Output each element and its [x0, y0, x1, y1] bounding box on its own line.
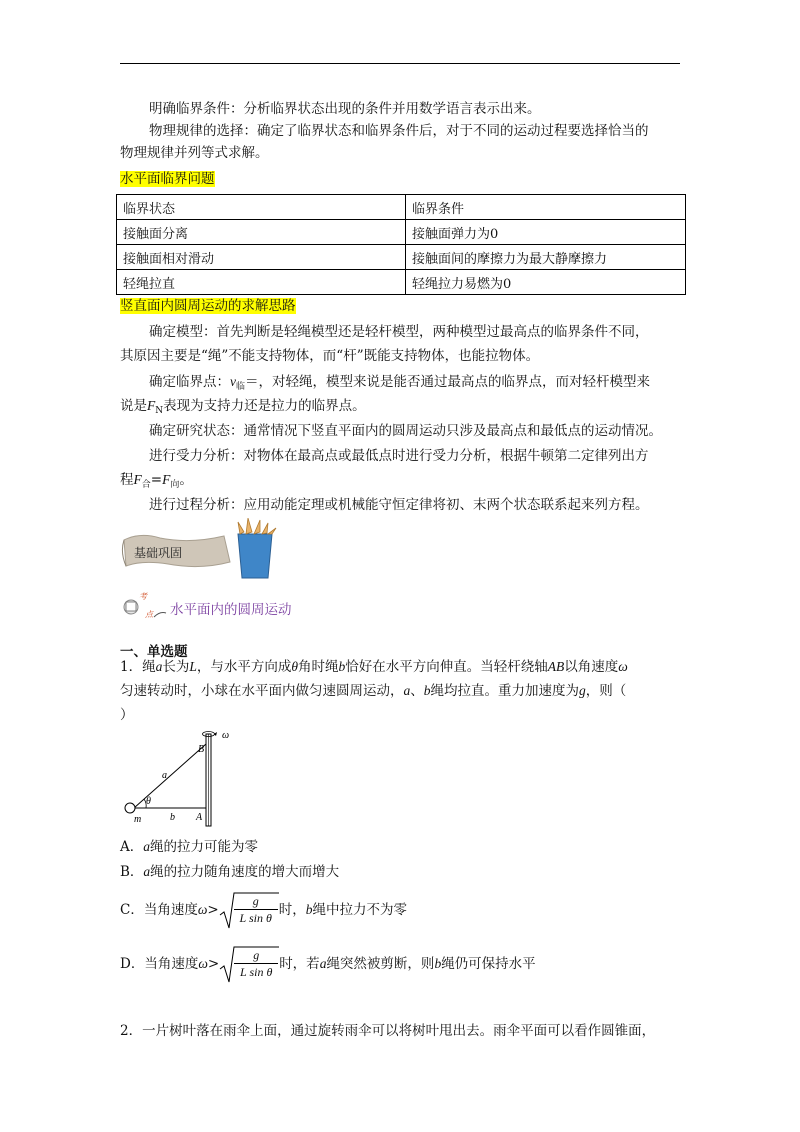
option-label: D．当角速度 — [120, 956, 199, 972]
text-run: 以角速度 — [564, 659, 619, 675]
vertical-p2-line-1 — [149, 372, 650, 397]
rope-a — [134, 744, 206, 808]
vertical-heading-text: 竖直面内圆周运动的求解思路 — [120, 298, 296, 314]
text-run: 表现为支持力还是拉力的临界点。 — [163, 398, 366, 414]
table-cell: 轻绳拉直 — [117, 270, 406, 295]
var-g: g — [253, 947, 260, 962]
text-run: 角时绳 — [298, 659, 339, 675]
var: a — [143, 864, 151, 879]
vertical-p4-line-1: 进行受力分析：对物体在最高点或最低点时进行受力分析，根据牛顿第二定律列出方 — [149, 448, 649, 464]
label-omega: ω — [222, 730, 230, 741]
test-point-icon — [120, 587, 168, 623]
vertical-p2-line-2 — [120, 396, 366, 421]
text-run: ＝，对轻绳，模型来说是能否通过最高点的临界点，而对轻杆模型来 — [245, 374, 651, 390]
var: a — [403, 683, 411, 698]
badge-paper — [126, 602, 136, 611]
pen-stroke — [154, 613, 166, 618]
banner-text: 基础巩固 — [134, 546, 183, 560]
q1-line-2 — [120, 681, 626, 701]
option-text: 绳的拉力随角速度的增大而增大 — [150, 864, 340, 880]
text-run: 时，若 — [279, 956, 320, 972]
var: b — [305, 902, 313, 917]
text-run: 说是 — [120, 398, 147, 414]
option-label: A． — [120, 839, 144, 855]
vertical-p5: 进行过程分析：应用动能定理或机械能守恒定律将初、末两个状态联系起来列方程。 — [149, 497, 649, 513]
horizontal-heading-text: 水平面临界问题 — [120, 171, 215, 187]
text-run: ，与水平方向成 — [196, 659, 292, 675]
label-a-point: A — [196, 812, 203, 823]
option-text: 绳中拉力不为零 — [312, 902, 407, 918]
text-run: = — [150, 472, 163, 488]
text-run: 。 — [179, 472, 193, 488]
ball-m — [125, 803, 135, 813]
text-run: 确定临界点： — [149, 374, 230, 390]
text-run: 恰好在水平方向伸直。当轻杆绕轴 — [345, 659, 548, 675]
rod-rope-figure — [118, 728, 248, 828]
var: AB — [547, 659, 565, 674]
option-d[interactable] — [120, 944, 536, 985]
var-f: F — [162, 472, 171, 487]
table-cell: 轻绳拉力易燃为0 — [406, 270, 686, 295]
table-header-cell: 临界状态 — [117, 195, 406, 220]
subscript: 合 — [141, 480, 151, 490]
vertical-p4-line-2 — [120, 470, 193, 495]
section-title: 一、单选题 — [120, 644, 188, 660]
var-lsin: L sin θ — [239, 910, 272, 925]
vertical-p1-line-2: 其原因主要是“绳”不能支持物体，而“杆”既能支持物体，也能拉物体。 — [120, 348, 540, 364]
q1-line-3: ） — [120, 707, 134, 723]
var-f: F — [147, 398, 156, 413]
q1-line-1 — [120, 657, 628, 677]
label-a-rope: a — [162, 770, 167, 781]
var: b — [338, 659, 346, 674]
text-run: 长为 — [162, 659, 190, 675]
label-b-point: B — [198, 744, 205, 755]
header-rule — [120, 63, 680, 64]
sqrt-expression — [219, 945, 279, 985]
subscript: N — [155, 406, 164, 416]
table-header-cell: 临界条件 — [406, 195, 686, 220]
fraction — [234, 893, 278, 926]
text-run: 绳突然被剪断，则 — [326, 956, 435, 972]
icon-label-2: 点 — [145, 610, 153, 619]
var: a — [143, 839, 150, 854]
gt-sign: > — [207, 902, 219, 918]
subscript: 临 — [236, 382, 246, 392]
table-cell: 接触面相对滑动 — [117, 245, 406, 270]
horizontal-heading — [120, 169, 215, 189]
option-c[interactable] — [120, 890, 407, 931]
var-f: F — [133, 472, 142, 487]
fraction-denominator — [234, 964, 278, 980]
var: g — [579, 683, 586, 698]
text-run: 程 — [120, 472, 134, 488]
intro-line-3: 物理规律并列等式求解。 — [120, 145, 269, 161]
intro-line-2: 物理规律的选择：确定了临界状态和临界条件后，对于不同的运动过程要选择恰当的 — [149, 123, 649, 139]
var: a — [319, 956, 327, 971]
vertical-heading — [120, 296, 296, 316]
vertical-p1-line-1: 确定模型：首先判断是轻绳模型还是轻杆模型，两种模型过最高点的临界条件不同， — [149, 324, 649, 340]
text-run: ，则（ — [585, 683, 627, 699]
var: L — [189, 659, 197, 674]
table-row — [117, 220, 686, 245]
var: b — [423, 683, 431, 698]
critical-table — [116, 194, 686, 295]
basic-consolidation-banner — [120, 518, 280, 580]
option-text: 绳的拉力可能为零 — [150, 839, 258, 855]
text-run: 匀速转动时，小球在水平面内做匀速圆周运动， — [120, 683, 404, 699]
option-a[interactable] — [120, 837, 258, 857]
bucket-icon — [238, 534, 272, 578]
gt-sign: > — [207, 956, 220, 972]
var: a — [155, 659, 163, 674]
scroll-rolls-icon — [238, 518, 276, 534]
table-cell: 接触面间的摩擦力为最大静摩擦力 — [406, 245, 686, 270]
option-b[interactable] — [120, 862, 339, 882]
var-omega: ω — [198, 956, 208, 971]
fraction-denominator — [234, 910, 278, 926]
vertical-p3: 确定研究状态：通常情况下竖直平面内的圆周运动只涉及最高点和最低点的运动情况。 — [149, 423, 662, 439]
icon-label-1: 考 — [139, 592, 147, 601]
q2-line-1: 2．一片树叶落在雨伞上面，通过旋转雨伞可以将树叶甩出去。雨伞平面可以看作圆锥面， — [120, 1023, 656, 1039]
var-g: g — [252, 893, 259, 908]
option-text: 绳仍可保持水平 — [441, 956, 536, 972]
label-theta: θ — [146, 796, 151, 807]
text-run: 绳均拉直。重力加速度为 — [430, 683, 579, 699]
var: b — [434, 956, 442, 971]
table-row — [117, 270, 686, 295]
label-m: m — [134, 814, 142, 825]
text-run: 、 — [410, 683, 424, 699]
intro-line-1: 明确临界条件：分析临界状态出现的条件并用数学语言表示出来。 — [149, 101, 541, 117]
fraction — [234, 947, 278, 980]
option-label: C．当角速度 — [120, 902, 198, 918]
test-point-title: 水平面内的圆周运动 — [170, 602, 292, 618]
var-omega: ω — [197, 902, 208, 917]
rotation-arrowhead-icon — [214, 732, 217, 736]
subscript: 向 — [170, 480, 180, 490]
option-label: B． — [120, 864, 144, 880]
fraction-numerator — [234, 947, 278, 964]
var: ω — [618, 659, 628, 674]
table-cell: 接触面分离 — [117, 220, 406, 245]
table-cell: 接触面弹力为0 — [406, 220, 686, 245]
var-lsin: L sin θ — [240, 964, 273, 979]
text-run: 1．绳 — [120, 659, 156, 675]
sqrt-expression — [219, 891, 279, 931]
label-b-rope: b — [170, 812, 175, 823]
text-run: 时， — [278, 902, 306, 918]
table-row — [117, 245, 686, 270]
table-header-row — [117, 195, 686, 220]
var: θ — [291, 659, 298, 674]
var-v: v — [230, 374, 236, 389]
fraction-numerator — [234, 893, 278, 910]
